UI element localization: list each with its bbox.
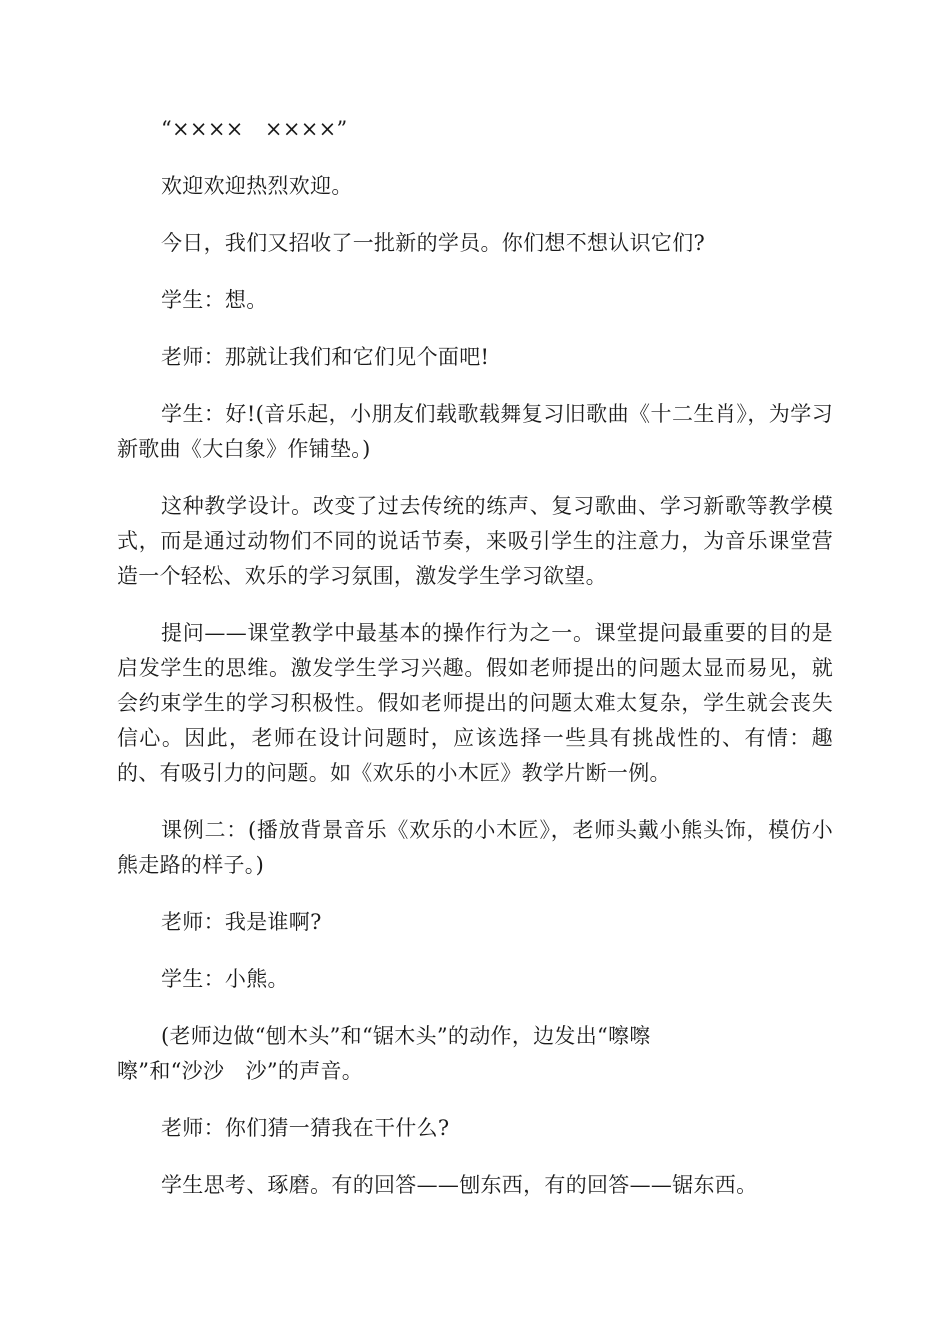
- document-body: [117, 112, 833, 1225]
- paragraph-student-bear: 学生：小熊。: [161, 967, 289, 991]
- paragraph-rhythm-marks: “×××× ××××”: [161, 117, 348, 141]
- paragraph-student-answers: 学生思考、琢磨。有的回答——刨东西，有的回答——锯东西。: [161, 1173, 758, 1197]
- paragraph-teacher-meet: 老师：那就让我们和它们见个面吧!: [161, 345, 490, 369]
- paragraph-student-music: 学生：好!(音乐起，小朋友们载歌载舞复习旧歌曲《十二生肖》，为学习新歌曲《大白象》作铺垫。): [117, 402, 833, 461]
- paragraph-teacher-action-cont: 嚓”和“沙沙 沙”的声音。: [117, 1059, 364, 1083]
- paragraph-questioning: 提问——课堂教学中最基本的操作行为之一。课堂提问最重要的目的是启发学生的思维。激发学生学习兴趣。假如老师提出的问题太显而易见，就会约束学生的学习积极性。假如老师提出的问题太难太复杂，学生就会丧失信心。因此，老师在设计问题时，应该选择一些具有挑战性的、有情：趣的、有吸引力的问题。如《欢乐的小木匠》教学片断一例。: [117, 621, 833, 785]
- paragraph-teacher-guess: 老师：你们猜一猜我在干什么?: [161, 1116, 450, 1140]
- paragraph-design-note: 这种教学设计。改变了过去传统的练声、复习歌曲、学习新歌等教学模式，而是通过动物们不同的说话节奏，来吸引学生的注意力，为音乐课堂营造一个轻松、欢乐的学习氛围，激发学生学习欲望。: [117, 494, 833, 588]
- paragraph-teacher-action: (老师边做“刨木头”和“锯木头”的动作，边发出“嚓嚓: [161, 1024, 651, 1048]
- paragraph-lesson-two: 课例二：(播放背景音乐《欢乐的小木匠》，老师头戴小熊头饰，模仿小熊走路的样子。): [117, 818, 833, 877]
- paragraph-teacher-who: 老师：我是谁啊?: [161, 910, 322, 934]
- paragraph-new-students: 今日，我们又招收了一批新的学员。你们想不想认识它们?: [161, 231, 706, 255]
- paragraph-student-reply: 学生：想。: [161, 288, 268, 312]
- paragraph-welcome: 欢迎欢迎热烈欢迎。: [161, 174, 353, 198]
